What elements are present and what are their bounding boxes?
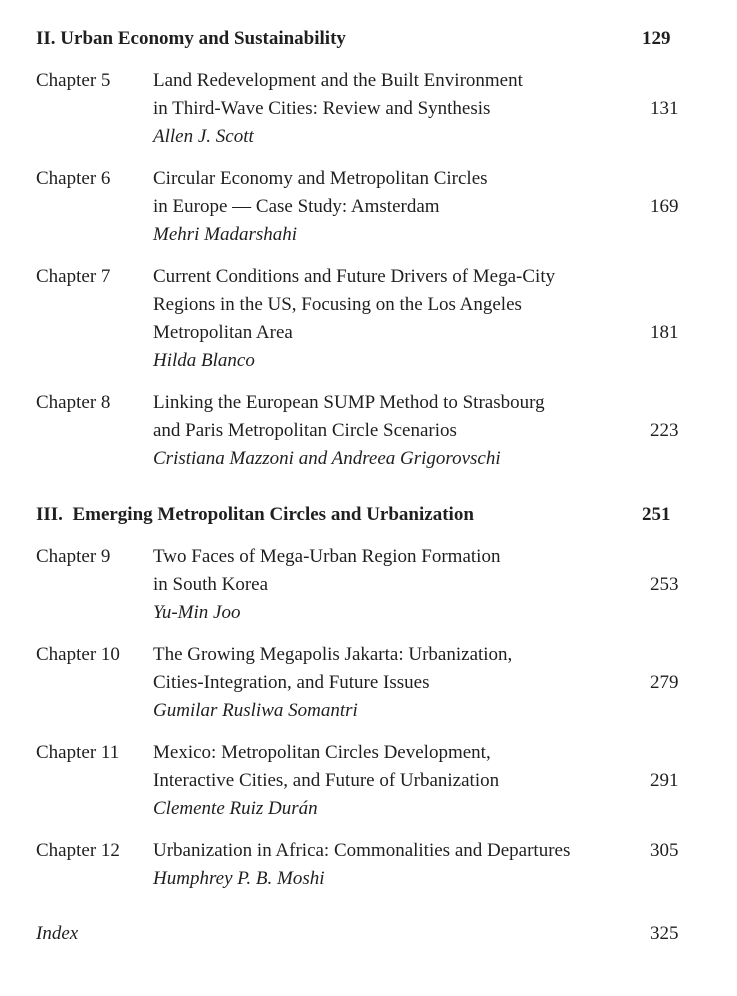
chapter-title-line: Urbanization in Africa: Commonalities and Departures (153, 840, 571, 861)
chapter-page-number: 169 (650, 196, 679, 217)
chapter-author: Humphrey P. B. Moshi (153, 868, 325, 889)
chapter-body (153, 739, 633, 823)
chapter-label: Chapter 6 (36, 168, 111, 189)
part-number: II. (36, 28, 56, 49)
chapter-title-line: Mexico: Metropolitan Circles Development, (153, 742, 491, 763)
chapter-title-line: The Growing Megapolis Jakarta: Urbanization, (153, 644, 513, 665)
chapter-title-line: Circular Economy and Metropolitan Circles (153, 168, 488, 189)
chapter-body (153, 641, 633, 725)
chapter-page-number: 305 (650, 840, 679, 861)
chapter-title-line: Current Conditions and Future Drivers of Mega-City (153, 266, 556, 287)
chapter-label: Chapter 9 (36, 546, 111, 567)
chapter-label: Chapter 7 (36, 266, 111, 287)
chapter-page-number: 181 (650, 322, 679, 343)
chapter-title-line: and Paris Metropolitan Circle Scenarios (153, 420, 457, 441)
index-page-number: 325 (650, 923, 679, 944)
chapter-title-line: Cities-Integration, and Future Issues (153, 672, 430, 693)
part-page-number: 129 (642, 28, 671, 49)
chapter-page-number: 291 (650, 770, 679, 791)
chapter-page-number: 131 (650, 98, 679, 119)
index-label: Index (36, 923, 79, 944)
chapter-label: Chapter 12 (36, 840, 120, 861)
part-page-number: 251 (642, 504, 671, 525)
chapter-title-line: Metropolitan Area (153, 322, 293, 343)
chapter-title-line: Interactive Cities, and Future of Urbanization (153, 770, 500, 791)
part-title: Emerging Metropolitan Circles and Urbanization (72, 504, 474, 525)
chapter-author: Cristiana Mazzoni and Andreea Grigorovschi (153, 448, 501, 469)
chapter-title-line: in Europe — Case Study: Amsterdam (153, 196, 440, 217)
chapter-author: Hilda Blanco (153, 350, 255, 371)
chapter-title-line: Two Faces of Mega-Urban Region Formation (153, 546, 501, 567)
chapter-label: Chapter 10 (36, 644, 120, 665)
chapter-page-number: 253 (650, 574, 679, 595)
chapter-body (153, 263, 633, 375)
chapter-body (153, 389, 633, 473)
chapter-author: Mehri Madarshahi (153, 224, 298, 245)
chapter-title-line: Land Redevelopment and the Built Environment (153, 70, 523, 91)
chapter-title-line: Linking the European SUMP Method to Strasbourg (153, 392, 545, 413)
chapter-body (153, 67, 633, 151)
chapter-title-line: in Third-Wave Cities: Review and Synthesis (153, 98, 491, 119)
chapter-body (153, 837, 633, 893)
chapter-body (153, 165, 633, 249)
part-heading (36, 501, 686, 529)
chapter-title-line: Regions in the US, Focusing on the Los Angeles (153, 294, 522, 315)
chapter-title-line: in South Korea (153, 574, 269, 595)
chapter-body (153, 543, 633, 627)
chapter-label: Chapter 11 (36, 742, 120, 763)
chapter-author: Yu-Min Joo (153, 602, 241, 623)
chapter-author: Allen J. Scott (153, 126, 254, 147)
toc-entry-index[interactable] (36, 920, 686, 948)
chapter-label: Chapter 8 (36, 392, 111, 413)
part-heading (36, 25, 686, 53)
chapter-page-number: 223 (650, 420, 679, 441)
part-number: III. (36, 504, 63, 525)
chapter-author: Gumilar Rusliwa Somantri (153, 700, 358, 721)
chapter-page-number: 279 (650, 672, 679, 693)
chapter-author: Clemente Ruiz Durán (153, 798, 318, 819)
chapter-label: Chapter 5 (36, 70, 111, 91)
part-title: Urban Economy and Sustainability (60, 28, 346, 49)
